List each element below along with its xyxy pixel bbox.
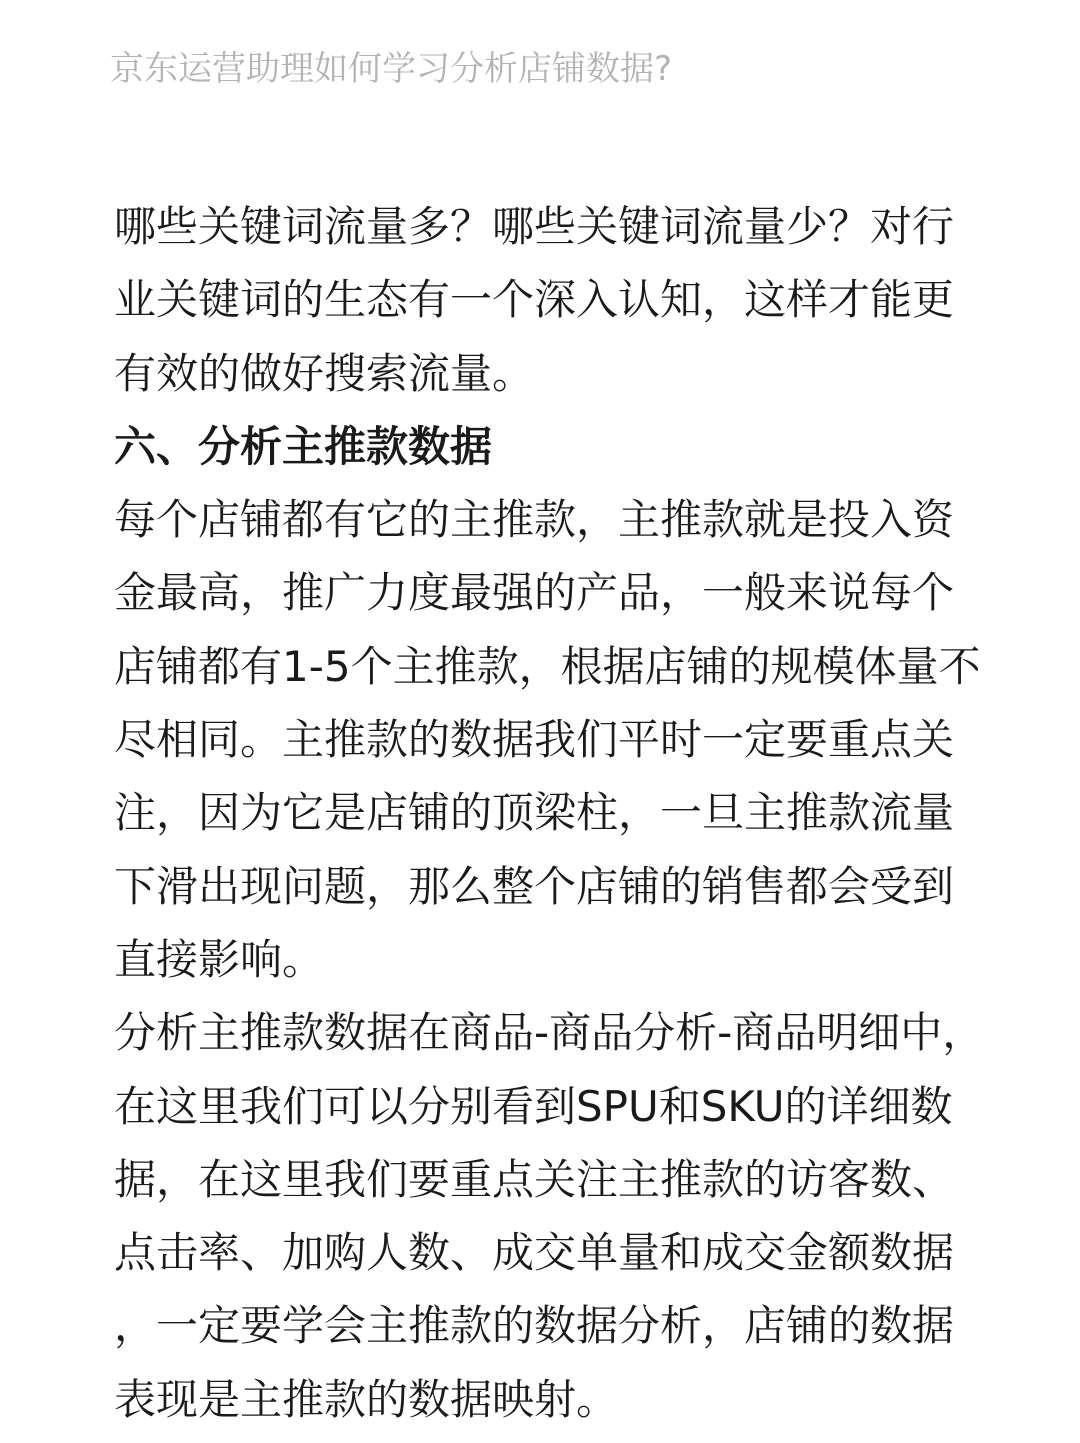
paragraph-line: 注，因为它是店铺的顶梁柱，一旦主推款流量 [114, 788, 955, 838]
paragraph-line: 店铺都有1-5个主推款，根据店铺的规模体量不 [114, 641, 981, 691]
paragraph-line: 有效的做好搜索流量。 [114, 348, 535, 398]
paragraph-line: ，一定要学会主推款的数据分析，店铺的数据 [114, 1301, 955, 1351]
paragraph-line: 业关键词的生态有一个深入认知，这样才能更 [114, 275, 955, 325]
section-heading: 六、分析主推款数据 [114, 421, 493, 471]
paragraph-line: 在这里我们可以分别看到SPU和SKU的详细数 [114, 1081, 953, 1131]
paragraph-line: 金最高，推广力度最强的产品，一般来说每个 [114, 568, 955, 618]
paragraph-line: 据，在这里我们要重点关注主推款的访客数、 [114, 1154, 955, 1204]
paragraph-line: 下滑出现问题，那么整个店铺的销售都会受到 [114, 861, 955, 911]
paragraph-line: 表现是主推款的数据映射。 [114, 1374, 619, 1424]
paragraph-line: 哪些关键词流量多？哪些关键词流量少？对行 [114, 202, 955, 251]
paragraph-line: 点击率、加购人数、成交单量和成交金额数据 [114, 1228, 955, 1278]
paragraph-line: 尽相同。主推款的数据我们平时一定要重点关 [114, 715, 955, 765]
paragraph-line: 每个店铺都有它的主推款，主推款就是投入资 [114, 495, 955, 545]
paragraph-line: 直接影响。 [114, 934, 325, 984]
page-title: 京东运营助理如何学习分析店铺数据? [110, 49, 673, 89]
paragraph-line: 分析主推款数据在商品-商品分析-商品明细中， [114, 1008, 985, 1058]
article-body [114, 190, 984, 1436]
